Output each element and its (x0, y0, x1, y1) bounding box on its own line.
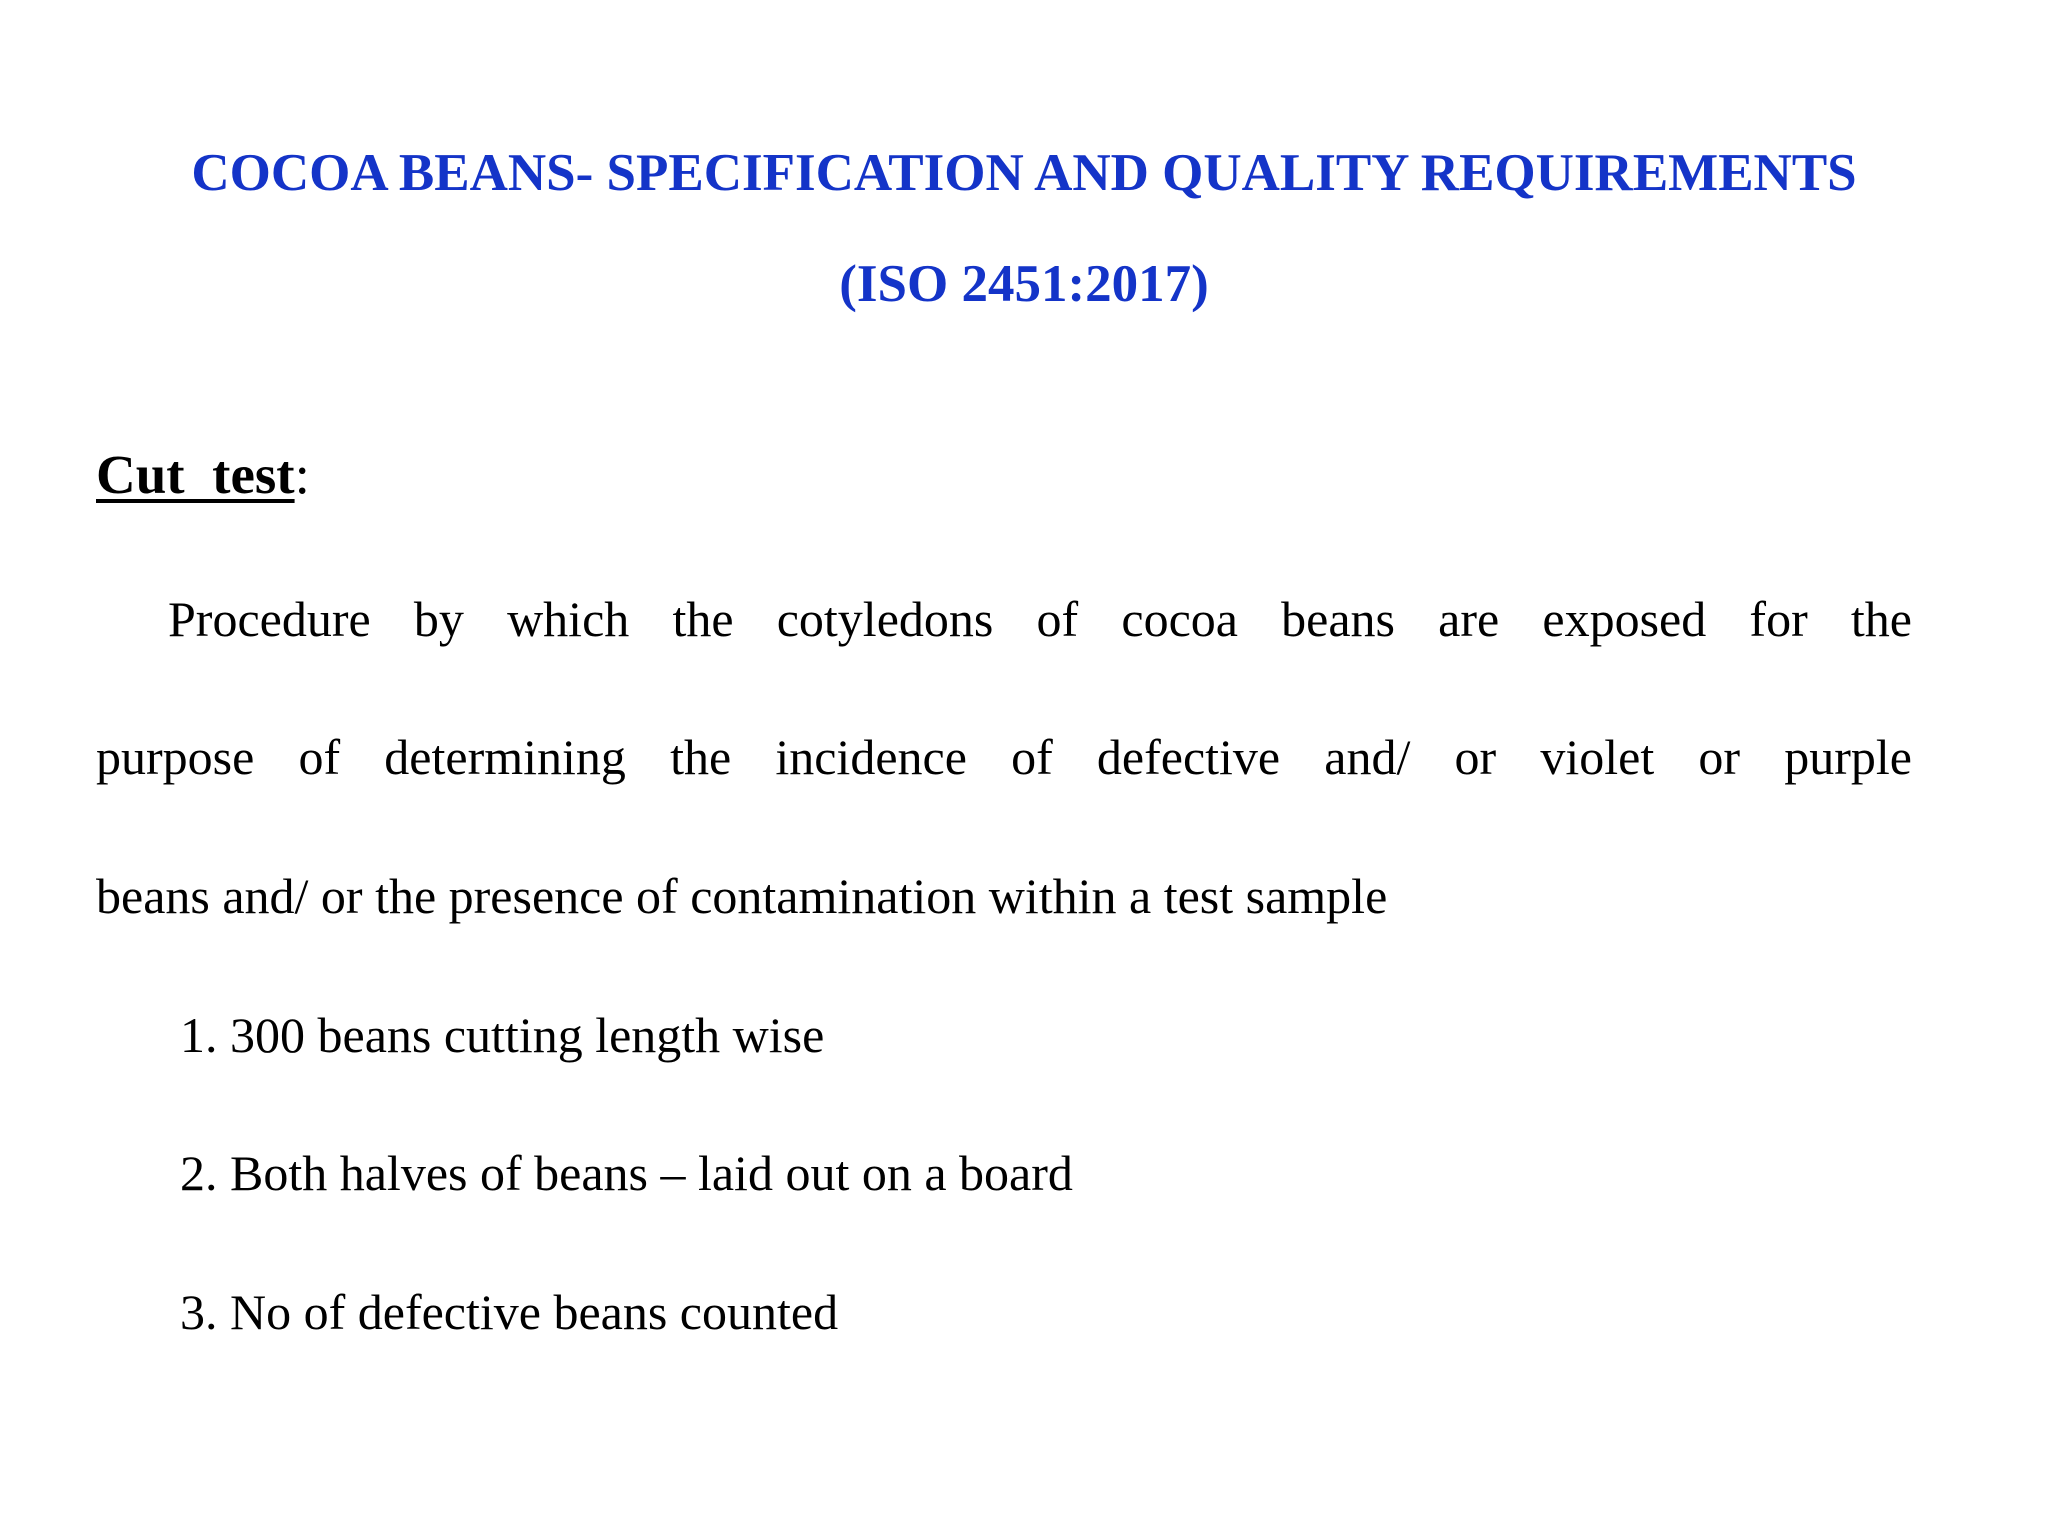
section-heading (96, 442, 310, 508)
step-item-2: 2. Both halves of beans – laid out on a board (180, 1145, 1073, 1201)
definition-line-1: Procedure by which the cotyledons of cocoa beans are exposed for the (168, 591, 1912, 647)
section-heading-text: Cut test (96, 444, 295, 505)
definition-line-3: beans and/ or the presence of contamination within a test sample (96, 868, 1388, 924)
step-item-1: 1. 300 beans cutting length wise (180, 1007, 825, 1063)
document-title-line-1: COCOA BEANS- SPECIFICATION AND QUALITY REQUIREMENTS (191, 144, 1857, 202)
document-title-line-2: (ISO 2451:2017) (839, 255, 1209, 313)
step-item-3: 3. No of defective beans counted (180, 1284, 839, 1340)
definition-line-2: purpose of determining the incidence of defective and/ or violet or purple (96, 729, 1912, 785)
section-heading-colon: : (294, 444, 310, 505)
